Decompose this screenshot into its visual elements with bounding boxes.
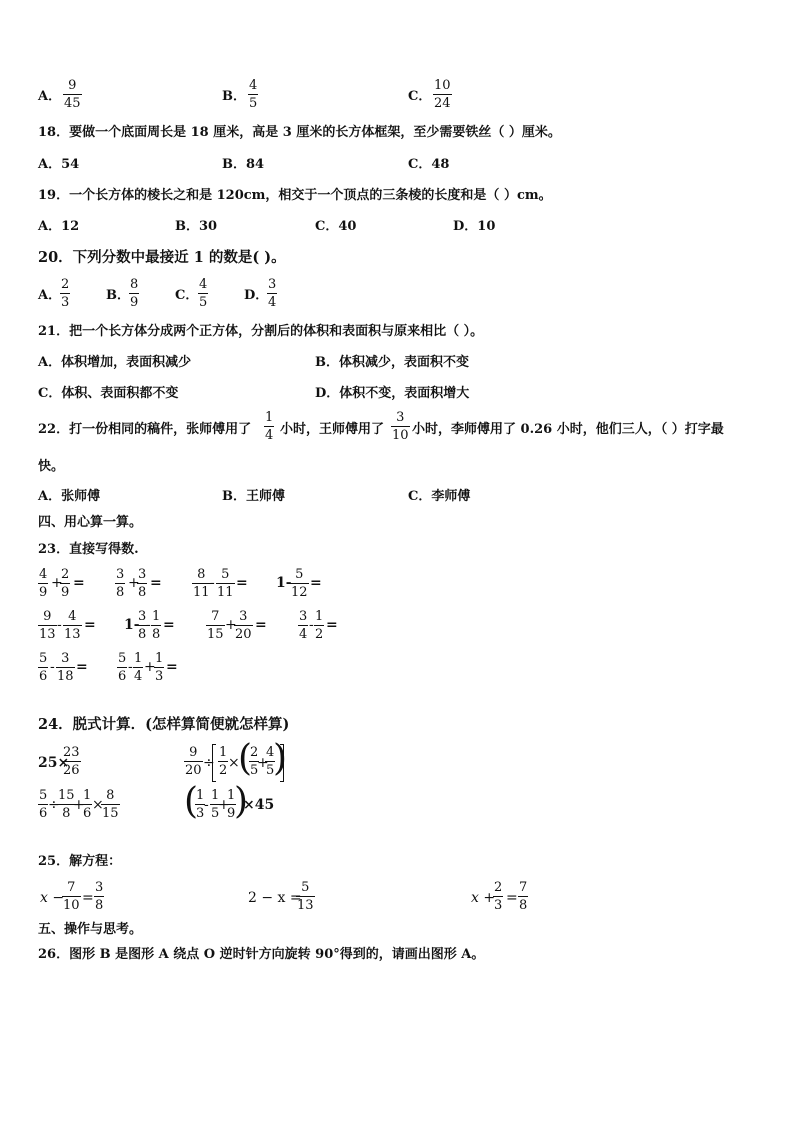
right-paren: ) — [234, 781, 249, 822]
divide-sign: ÷ — [203, 755, 215, 771]
denominator: 6 — [39, 669, 48, 684]
left-paren: ( — [238, 738, 253, 779]
numerator: 1 — [83, 788, 92, 803]
equation-left: x − — [40, 890, 65, 906]
denominator: 20 — [235, 627, 252, 642]
numerator: 2 — [61, 567, 70, 582]
q20-option-b-fraction — [129, 277, 139, 310]
denominator: 11 — [193, 585, 210, 600]
fraction — [192, 567, 211, 600]
numerator: 1 — [155, 651, 164, 666]
q20-option-d-fraction — [267, 277, 277, 310]
fraction — [38, 567, 48, 600]
fraction — [296, 880, 315, 913]
left-paren: ( — [184, 781, 199, 822]
fraction — [206, 609, 225, 642]
numerator: 8 — [130, 277, 139, 292]
q22-text-part3: 小时，李师傅用了 0.26 小时，他们三人，（ ）打字最 — [412, 422, 724, 437]
numerator: 5 — [118, 651, 127, 666]
minus-sign: - — [50, 659, 55, 675]
fraction — [62, 880, 81, 913]
multiply-sign: × — [228, 755, 240, 771]
fraction — [184, 745, 203, 778]
numerator: 5 — [301, 880, 310, 895]
fraction — [234, 609, 253, 642]
denominator: 45 — [64, 96, 81, 111]
denominator: 9 — [227, 806, 236, 821]
q19-option-a: A．12 — [38, 219, 80, 234]
equals-sign: = — [76, 659, 88, 675]
q17-option-b-fraction — [248, 78, 258, 111]
numerator: 3 — [61, 651, 70, 666]
q21-option-c: C．体积、表面积都不变 — [38, 386, 179, 401]
right-paren: ) — [273, 738, 288, 779]
minus-sign: - — [309, 617, 314, 633]
denominator: 4 — [299, 627, 308, 642]
fraction — [63, 609, 82, 642]
q18-option-b: B．84 — [222, 157, 265, 172]
denominator: 6 — [39, 806, 48, 821]
numerator: 5 — [39, 651, 48, 666]
q18-option-c: C．48 — [408, 157, 450, 172]
fraction — [133, 651, 143, 684]
q20-option-c-label: C． — [175, 288, 199, 303]
numerator: 2 — [250, 745, 259, 760]
one-minus: 1- — [276, 575, 292, 591]
denominator: 3 — [196, 806, 205, 821]
numerator: 3 — [239, 609, 248, 624]
numerator: 9 — [189, 745, 198, 760]
denominator: 15 — [207, 627, 224, 642]
numerator: 1 — [219, 745, 228, 760]
denominator: 6 — [118, 669, 127, 684]
plus-sign: + — [257, 755, 269, 771]
q22-option-b: B．王师傅 — [222, 489, 285, 504]
fraction — [151, 609, 161, 642]
plus-sign: + — [128, 575, 140, 591]
denominator: 15 — [102, 806, 119, 821]
denominator: 8 — [519, 898, 528, 913]
fraction — [493, 880, 503, 913]
denominator: 5 — [211, 806, 220, 821]
denominator: 24 — [434, 96, 451, 111]
q22-text-part2: 小时，王师傅用了 — [280, 422, 385, 437]
q21-option-b: B．体积减少，表面积不变 — [315, 355, 469, 370]
numerator: 7 — [211, 609, 220, 624]
numerator: 1 — [196, 788, 205, 803]
denominator: 3 — [61, 295, 70, 310]
q21-option-a: A．体积增加，表面积减少 — [38, 355, 192, 370]
fraction — [518, 880, 528, 913]
equals-sign: = — [506, 890, 518, 906]
fraction — [314, 609, 324, 642]
fraction — [38, 788, 48, 821]
q18-option-a: A．54 — [38, 157, 80, 172]
q21-option-d: D．体积不变，表面积增大 — [315, 386, 470, 401]
fraction — [38, 609, 57, 642]
q17-option-a-label: A． — [38, 89, 62, 104]
equals-sign: = — [163, 617, 175, 633]
denominator: 4 — [268, 295, 277, 310]
section-5-heading: 五、操作与思考。 — [38, 922, 143, 937]
q20-option-a-fraction — [60, 277, 70, 310]
q20-option-b-label: B． — [106, 288, 130, 303]
numerator: 3 — [95, 880, 104, 895]
numerator: 4 — [199, 277, 208, 292]
numerator: 4 — [68, 609, 77, 624]
plus-sign: + — [218, 797, 230, 813]
plus-sign: + — [73, 797, 85, 813]
right-bracket — [280, 744, 284, 782]
numerator: 4 — [266, 745, 275, 760]
fraction — [216, 567, 235, 600]
numerator: 7 — [519, 880, 528, 895]
one-minus: 1- — [124, 617, 140, 633]
minus-sign: - — [57, 617, 62, 633]
numerator: 3 — [299, 609, 308, 624]
q22-fraction-2 — [391, 410, 410, 443]
equals-sign: = — [310, 575, 322, 591]
equals-sign: = — [84, 617, 96, 633]
denominator: 8 — [138, 627, 147, 642]
q17-option-a-fraction — [63, 78, 82, 111]
plus-sign: + — [225, 617, 237, 633]
denominator: 6 — [83, 806, 92, 821]
denominator: 8 — [62, 806, 71, 821]
q26-text: 26．图形 B 是图形 A 绕点 O 逆时针方向旋转 90°得到的，请画出图形 A。 — [38, 947, 485, 962]
denominator: 2 — [315, 627, 324, 642]
denominator: 13 — [39, 627, 56, 642]
minus-sign: - — [210, 575, 215, 591]
plus-sign: + — [51, 575, 63, 591]
equals-sign: = — [326, 617, 338, 633]
expression-lead: 25× — [38, 755, 70, 771]
denominator: 26 — [63, 763, 80, 778]
fraction — [62, 745, 81, 778]
q17-option-b-label: B． — [222, 89, 246, 104]
q22-fraction-1 — [264, 410, 274, 443]
equals-sign: = — [73, 575, 85, 591]
numerator: 5 — [221, 567, 230, 582]
q25-title: 25．解方程： — [38, 854, 122, 869]
denominator: 4 — [265, 428, 274, 443]
denominator: 11 — [217, 585, 234, 600]
equals-sign: = — [255, 617, 267, 633]
q22-text-part4: 快。 — [38, 459, 65, 474]
multiply-45: ×45 — [243, 797, 275, 813]
denominator: 8 — [95, 898, 104, 913]
q24-title: 24．脱式计算．(怎样算简便就怎样算) — [38, 716, 290, 733]
numerator: 8 — [197, 567, 206, 582]
q17-option-c-label: C． — [408, 89, 432, 104]
numerator: 3 — [138, 609, 147, 624]
plus-sign: + — [144, 659, 156, 675]
q19-option-c: C．40 — [315, 219, 357, 234]
numerator: 15 — [58, 788, 75, 803]
numerator: 8 — [106, 788, 115, 803]
denominator: 8 — [152, 627, 161, 642]
numerator: 1 — [134, 651, 143, 666]
q19-text: 19．一个长方体的棱长之和是 120cm，相交于一个顶点的三条棱的长度和是（ ）cm。 — [38, 188, 552, 203]
fraction — [290, 567, 309, 600]
q19-option-d: D．10 — [453, 219, 496, 234]
fraction — [101, 788, 120, 821]
fraction — [60, 567, 70, 600]
multiply-sign: × — [92, 797, 104, 813]
numerator: 2 — [61, 277, 70, 292]
fraction — [137, 567, 147, 600]
numerator: 3 — [268, 277, 277, 292]
denominator: 4 — [134, 669, 143, 684]
numerator: 5 — [295, 567, 304, 582]
denominator: 20 — [185, 763, 202, 778]
minus-sign: - — [146, 617, 151, 633]
numerator: 9 — [43, 609, 52, 624]
denominator: 13 — [297, 898, 314, 913]
denominator: 9 — [130, 295, 139, 310]
fraction — [154, 651, 164, 684]
numerator: 1 — [265, 410, 274, 425]
denominator: 13 — [64, 627, 81, 642]
numerator: 9 — [68, 78, 77, 93]
fraction — [218, 745, 228, 778]
denominator: 8 — [138, 585, 147, 600]
q19-option-b: B．30 — [175, 219, 218, 234]
numerator: 1 — [315, 609, 324, 624]
denominator: 3 — [155, 669, 164, 684]
denominator: 2 — [219, 763, 228, 778]
denominator: 9 — [61, 585, 70, 600]
q20-text: 20．下列分数中最接近 1 的数是( )。 — [38, 249, 286, 266]
numerator: 2 — [494, 880, 503, 895]
q22-option-c: C．李师傅 — [408, 489, 471, 504]
numerator: 7 — [67, 880, 76, 895]
q20-option-c-fraction — [198, 277, 208, 310]
q22-text-part1: 22．打一份相同的稿件，张师傅用了 — [38, 422, 252, 437]
left-bracket — [212, 744, 216, 782]
denominator: 3 — [494, 898, 503, 913]
numerator: 1 — [227, 788, 236, 803]
numerator: 3 — [138, 567, 147, 582]
fraction — [115, 567, 125, 600]
fraction — [82, 788, 92, 821]
q21-text: 21．把一个长方体分成两个正方体，分割后的体积和表面积与原来相比（ ）。 — [38, 324, 484, 339]
denominator: 10 — [63, 898, 80, 913]
q23-title: 23．直接写得数. — [38, 542, 139, 557]
equation-left: x + — [471, 890, 496, 906]
equals-sign: = — [150, 575, 162, 591]
q17-option-c-fraction — [433, 78, 452, 111]
q20-option-d-label: D． — [244, 288, 269, 303]
denominator: 5 — [249, 96, 258, 111]
numerator: 1 — [211, 788, 220, 803]
fraction — [38, 651, 48, 684]
equals-sign: = — [82, 890, 94, 906]
denominator: 8 — [116, 585, 125, 600]
denominator: 5 — [250, 763, 259, 778]
numerator: 23 — [63, 745, 80, 760]
fraction — [298, 609, 308, 642]
numerator: 1 — [152, 609, 161, 624]
denominator: 5 — [266, 763, 275, 778]
denominator: 10 — [392, 428, 409, 443]
denominator: 5 — [199, 295, 208, 310]
minus-sign: - — [128, 659, 133, 675]
denominator: 12 — [291, 585, 308, 600]
numerator: 3 — [396, 410, 405, 425]
equation-left: 2 − x = — [248, 890, 302, 906]
divide-sign: ÷ — [48, 797, 60, 813]
denominator: 18 — [57, 669, 74, 684]
numerator: 3 — [116, 567, 125, 582]
numerator: 10 — [434, 78, 451, 93]
equals-sign: = — [166, 659, 178, 675]
q22-option-a: A．张师傅 — [38, 489, 101, 504]
section-4-heading: 四、用心算一算。 — [38, 515, 143, 530]
numerator: 4 — [249, 78, 258, 93]
fraction — [117, 651, 127, 684]
denominator: 9 — [39, 585, 48, 600]
numerator: 4 — [39, 567, 48, 582]
numerator: 5 — [39, 788, 48, 803]
fraction — [56, 651, 75, 684]
q20-option-a-label: A． — [38, 288, 62, 303]
q18-text: 18．要做一个底面周长是 18 厘米，高是 3 厘米的长方体框架，至少需要铁丝（ ）厘米。 — [38, 125, 561, 140]
minus-sign: - — [204, 797, 209, 813]
fraction — [94, 880, 104, 913]
equals-sign: = — [236, 575, 248, 591]
